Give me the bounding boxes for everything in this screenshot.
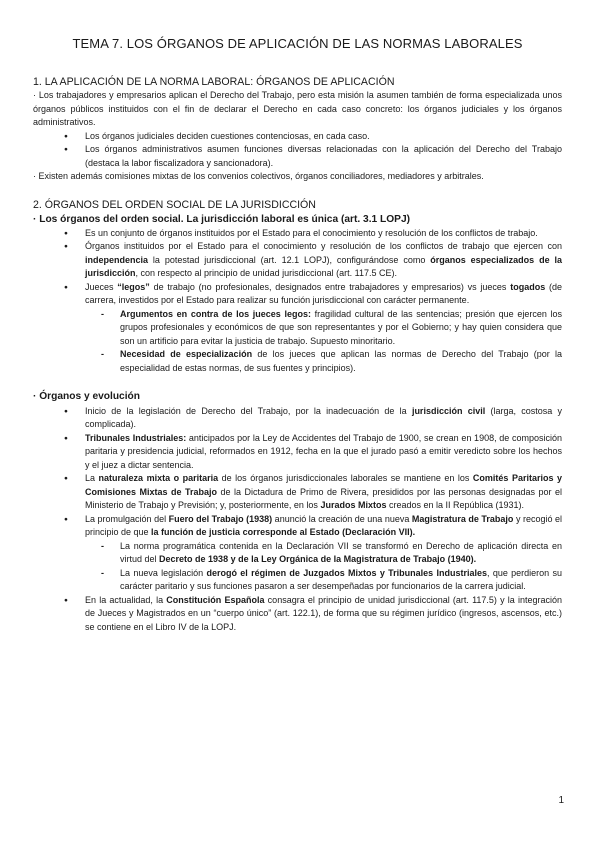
list-item: ● Jueces “legos” de trabajo (no profesionales, designados entre trabajadores y empresarios) vs jueces togados (de carrera, investidos por el Estado para realizar su función jurisdiccional con carácter permanente. - Argumentos en contra de los jueces legos: fragilidad cultural de las sentencias; presión que ejercen los grupos profesionales y económicos de que son representantes y por el Gobierno; y hay quien considera que son un artificio para evitar la justicia de trabajo. Supuesto minoritario. - Necesidad de especialización de los jueces que aplican las normas de Derecho del Trabajo (por la especialidad de estas normas, de sus fuentes y principios). — [73, 281, 562, 376]
section-1-closing: · Existen además comisiones mixtas de los convenios colectivos, órganos conciliadores, mediadores y arbitrales. — [33, 171, 484, 181]
section-1-intro: · Los trabajadores y empresarios aplican el Derecho del Trabajo, pero esta misión la asumen también de forma especializada unos órganos públicos instituidos con el fin de declarar el Derecho en cada caso concreto: los órganos judiciales y los órganos administrativos. — [33, 90, 562, 127]
section-2-heading: 2. ÓRGANOS DEL ORDEN SOCIAL DE LA JURISDICCIÓN — [33, 198, 316, 211]
subheading-orden-social: · Los órganos del orden social. La jurisdicción laboral es única (art. 3.1 LOPJ) — [33, 213, 411, 225]
list-item: ● En la actualidad, la Constitución Española consagra el principio de unidad jurisdiccional (art. 117.5) y la integración de Jueces y Magistrados en un “cuerpo único” (art. 122.1), de forma que su régimen jurídico (ingresos, ascensos, etc.) se contiene en el Libro IV de la LOPJ. — [73, 594, 562, 635]
list-item: - Necesidad de especialización de los jueces que aplican las normas de Derecho del Trabajo (por la especialidad de estas normas, de sus fuentes y principios). — [105, 348, 562, 375]
list-item: - La nueva legislación derogó el régimen de Juzgados Mixtos y Tribunales Industriales, que perdieron su carácter paritario y sus funciones pasaron a ser desempeñadas por funcionarios de la carrera judicial. — [105, 567, 562, 594]
section-1-heading: 1. LA APLICACIÓN DE LA NORMA LABORAL: ÓRGANOS DE APLICACIÓN — [33, 76, 395, 88]
list-item: - La norma programática contenida en la Declaración VII se transformó en Derecho de aplicación directa en virtud del Decreto de 1938 y de la Ley Orgánica de la Magistratura de Trabajo (1940). — [105, 540, 562, 567]
page-number: 1 — [558, 795, 564, 806]
list-item: - Argumentos en contra de los jueces legos: fragilidad cultural de las sentencias; presión que ejercen los grupos profesionales y económicos de que son representantes y por el Gobierno; y hay quien considera que son un artificio para evitar la justicia de trabajo. Supuesto minoritario. — [105, 308, 562, 349]
list-item: ● La promulgación del Fuero del Trabajo (1938) anunció la creación de una nueva Magistratura de Trabajo y recogió el principio de que la función de justicia corresponde al Estado (Declaración VII). - La norma programática contenida en la Declaración VII se transformó en Derecho de aplicación directa en virtud del Decreto de 1938 y de la Ley Orgánica de la Magistratura de Trabajo (1940). - La nueva legislación derogó el régimen de Juzgados Mixtos y Tribunales Industriales, que perdieron su carácter paritario y sus funciones pasaron a ser desempeñadas por funcionarios de la carrera judicial. — [73, 513, 562, 594]
list-item: ● Los órganos administrativos asumen funciones diversas relacionadas con la aplicación del Derecho del Trabajo (destaca la labor fiscalizadora y sancionadora). — [73, 143, 562, 170]
list-item: ● Es un conjunto de órganos instituidos por el Estado para el conocimiento y resolución de los conflictos de trabajo. — [73, 227, 562, 241]
subheading-organos-evolucion: · Órganos y evolución — [33, 391, 140, 403]
evolucion-bullet-list — [33, 405, 562, 635]
list-item: ● Inicio de la legislación de Derecho del Trabajo, por la inadecuación de la jurisdicción civil (larga, costosa y complicada). — [73, 405, 562, 432]
list-item: ● Tribunales Industriales: anticipados por la Ley de Accidentes del Trabajo de 1900, se crean en 1908, de composición paritaria y presidencia judicial, reformados en 1912, fecha en la que el jurado pasó a emitir veredicto sobre los hechos y el juez a dictar sentencia. — [73, 432, 562, 473]
list-item: ● La naturaleza mixta o paritaria de los órganos jurisdiccionales laborales se mantiene en los Comités Paritarios y Comisiones Mixtas de Trabajo de la Dictadura de Primo de Rivera, presididos por las personas designadas por el Ministerio de Trabajo y Previsión; y, posteriormente, en los Jurados Mixtos creados en la II República (1931). — [73, 472, 562, 513]
orden-social-bullet-list — [33, 227, 562, 376]
section-1-bullet-list — [33, 130, 562, 171]
list-item: ● Órganos instituidos por el Estado para el conocimiento y resolución de los conflictos de trabajo que ejercen con independencia la potestad jurisdiccional (art. 12.1 LOPJ), configurándose como órganos especializados de la jurisdicción, con respecto al principio de unidad jurisdiccional (art. 117.5 CE). — [73, 240, 562, 281]
list-item: ● Los órganos judiciales deciden cuestiones contenciosas, en cada caso. — [73, 130, 562, 144]
jueces-sub-list — [85, 308, 562, 376]
document-title: TEMA 7. LOS ÓRGANOS DE APLICACIÓN DE LAS NORMAS LABORALES — [72, 36, 523, 51]
fuero-sub-list — [85, 540, 562, 594]
